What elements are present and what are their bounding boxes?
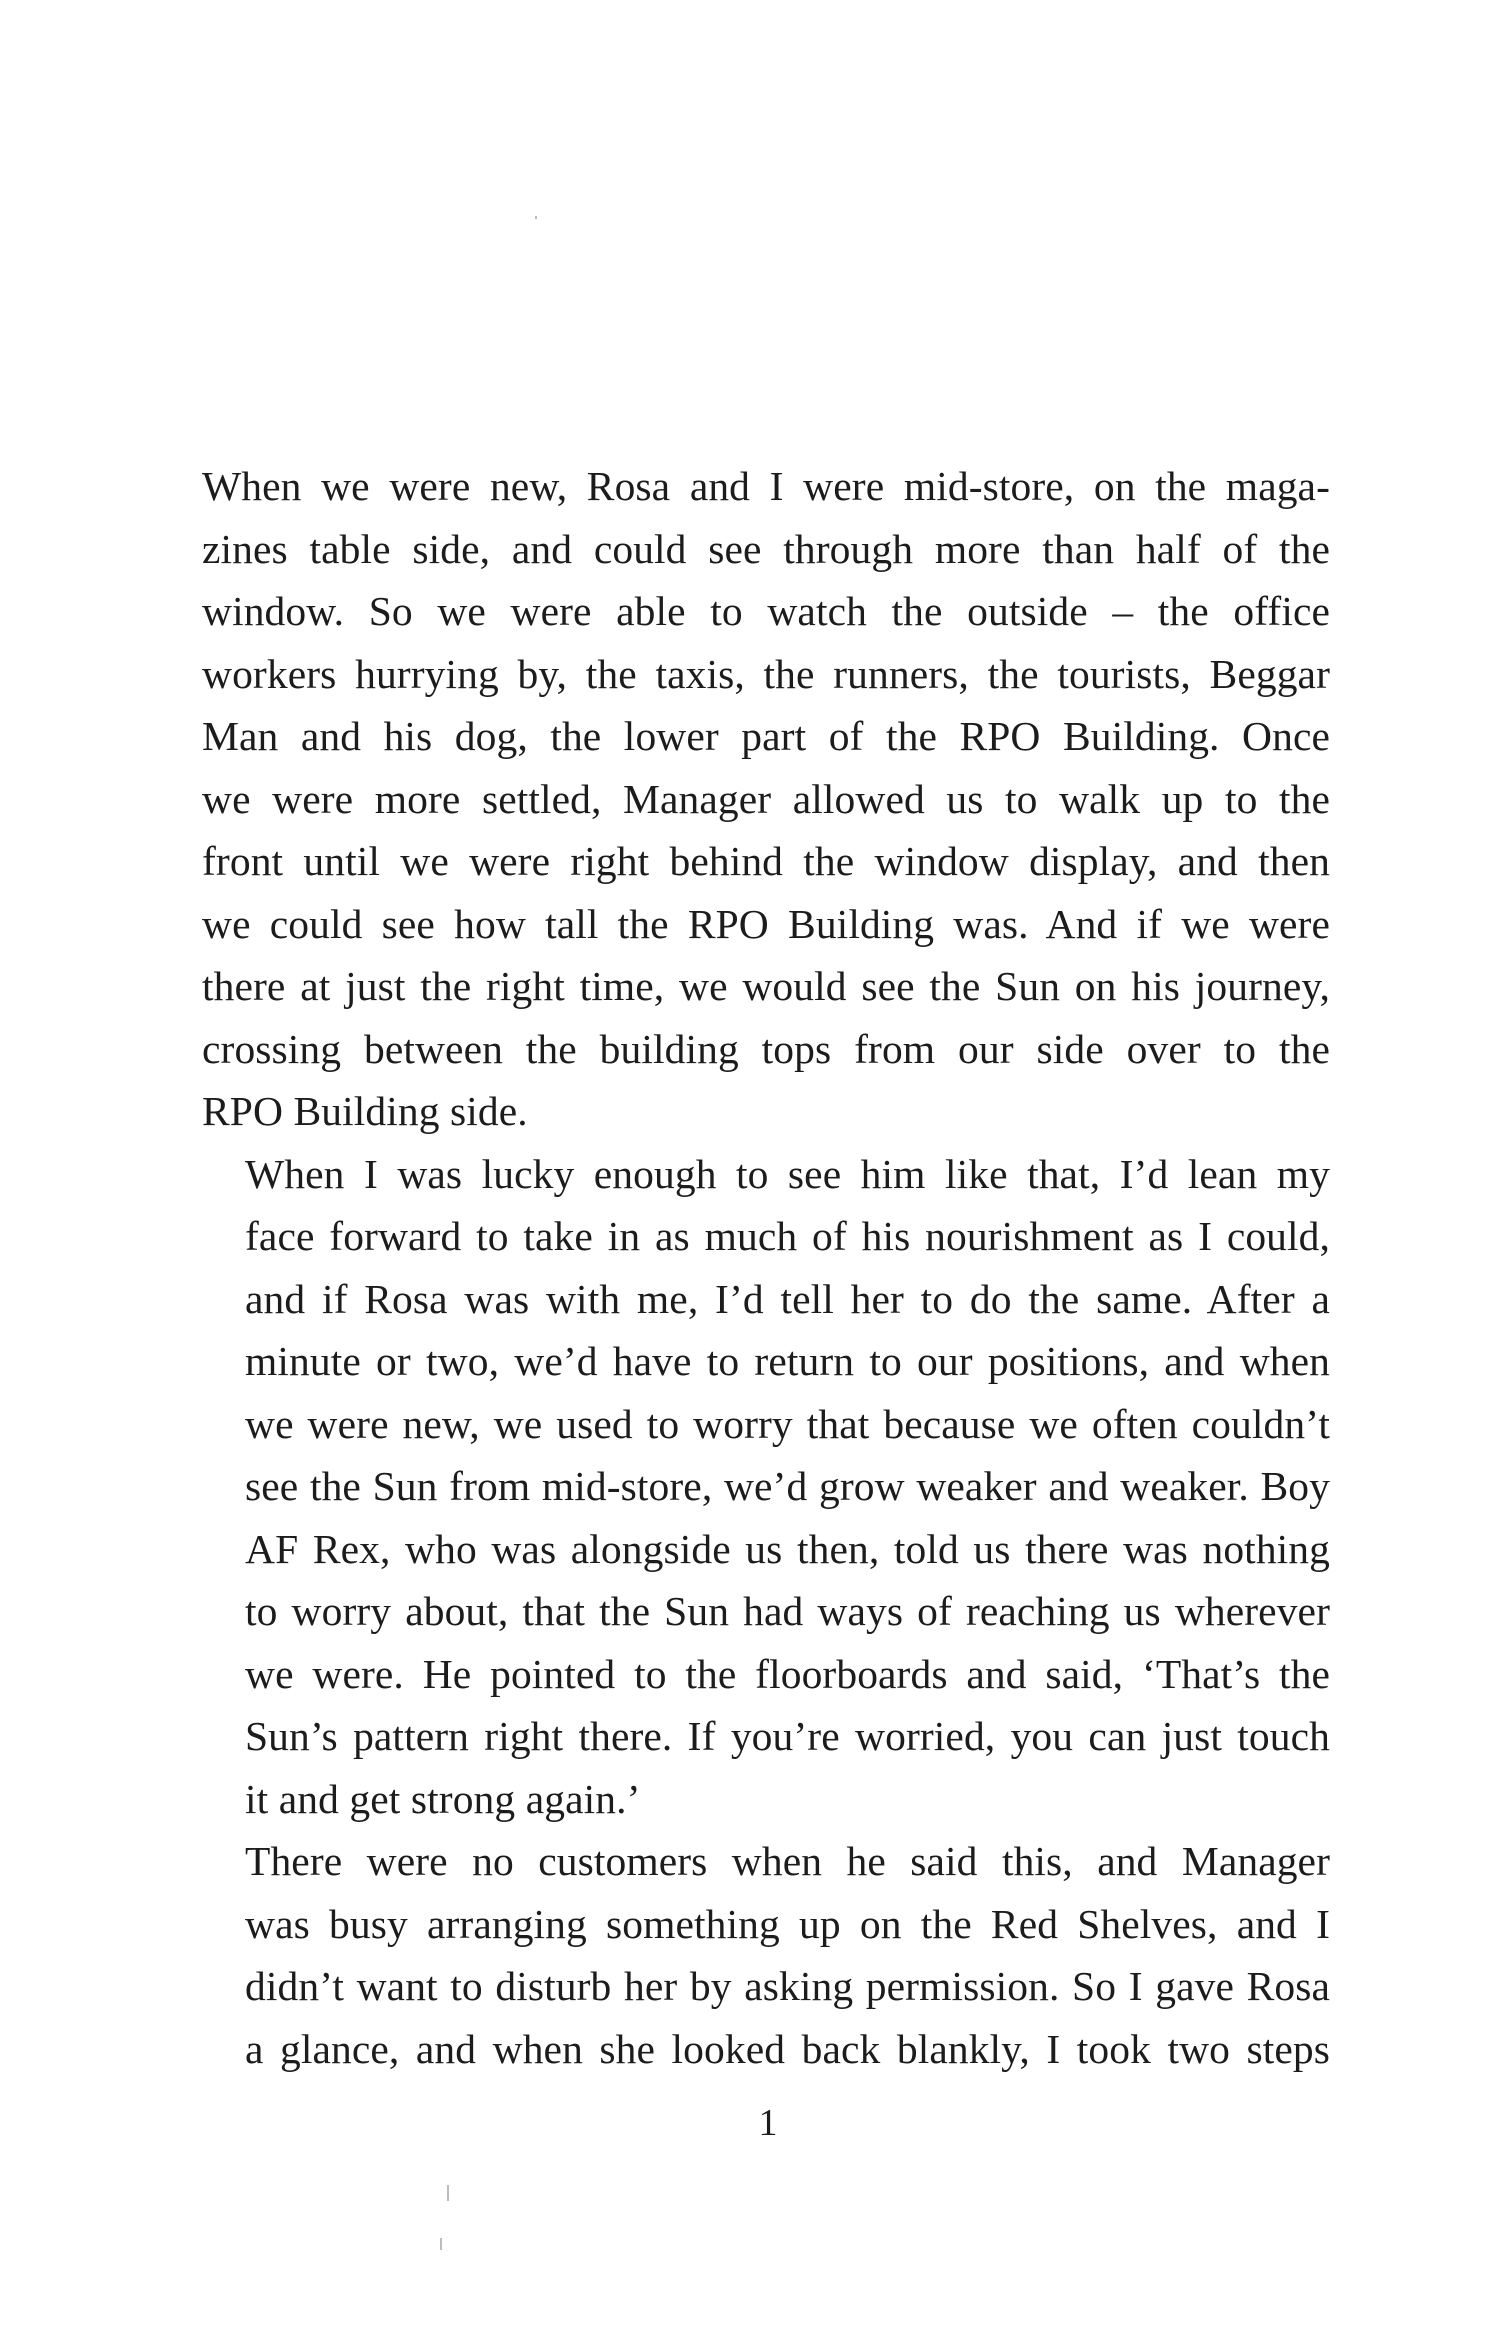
text-line: to worry about, that the Sun had ways of reaching us wherever	[245, 1588, 1330, 1634]
paragraph-3	[202, 1830, 1330, 2080]
text-line: we were more settled, Manager allowed us to walk up to the	[202, 775, 1330, 822]
body-text	[202, 455, 1330, 2080]
text-line: it and get strong again.’	[245, 1775, 641, 1822]
text-line: see the Sun from mid-store, we’d grow weaker and weaker. Boy	[245, 1463, 1330, 1509]
text-line: RPO Building side.	[202, 1088, 528, 1134]
text-line: a glance, and when she looked back blankly, I took two steps	[245, 2025, 1330, 2072]
text-line: and if Rosa was with me, I’d tell her to do the same. After a	[245, 1275, 1330, 1322]
text-line: workers hurrying by, the taxis, the runners, the tourists, Beggar	[202, 650, 1330, 697]
text-line: Man and his dog, the lower part of the RPO Building. Once	[202, 713, 1330, 759]
page-number: 1	[758, 2102, 778, 2144]
text-line: minute or two, we’d have to return to our positions, and when	[245, 1338, 1330, 1384]
scan-speck	[535, 216, 537, 219]
paragraph-2	[202, 1143, 1330, 1831]
text-line: zines table side, and could see through more than half of the	[202, 525, 1330, 572]
text-line: AF Rex, who was alongside us then, told us there was nothing	[245, 1525, 1330, 1572]
text-line: there at just the right time, we would see the Sun on his journey,	[202, 963, 1330, 1009]
text-line: crossing between the building tops from our side over to the	[202, 1025, 1330, 1072]
text-line: we could see how tall the RPO Building was. And if we were	[202, 900, 1330, 947]
paragraph-1	[202, 455, 1330, 1143]
text-line: When we were new, Rosa and I were mid-store, on the maga-	[202, 463, 1330, 509]
text-line: When I was lucky enough to see him like that, I’d lean my	[245, 1150, 1330, 1197]
text-line: face forward to take in as much of his nourishment as I could,	[245, 1213, 1330, 1259]
text-line: we were new, we used to worry that because we often couldn’t	[245, 1400, 1330, 1447]
text-line: we were. He pointed to the floorboards and said, ‘That’s the	[245, 1650, 1330, 1697]
text-line: Sun’s pattern right there. If you’re worried, you can just touch	[245, 1713, 1330, 1759]
scan-speck	[440, 2238, 442, 2250]
text-line: window. So we were able to watch the outside – the office	[202, 588, 1330, 634]
text-line: was busy arranging something up on the Red Shelves, and I	[245, 1900, 1330, 1947]
scan-speck	[447, 2185, 449, 2201]
text-line: front until we were right behind the window display, and then	[202, 838, 1330, 884]
text-line: There were no customers when he said this, and Manager	[245, 1838, 1330, 1884]
text-line: didn’t want to disturb her by asking permission. So I gave Rosa	[245, 1963, 1330, 2009]
